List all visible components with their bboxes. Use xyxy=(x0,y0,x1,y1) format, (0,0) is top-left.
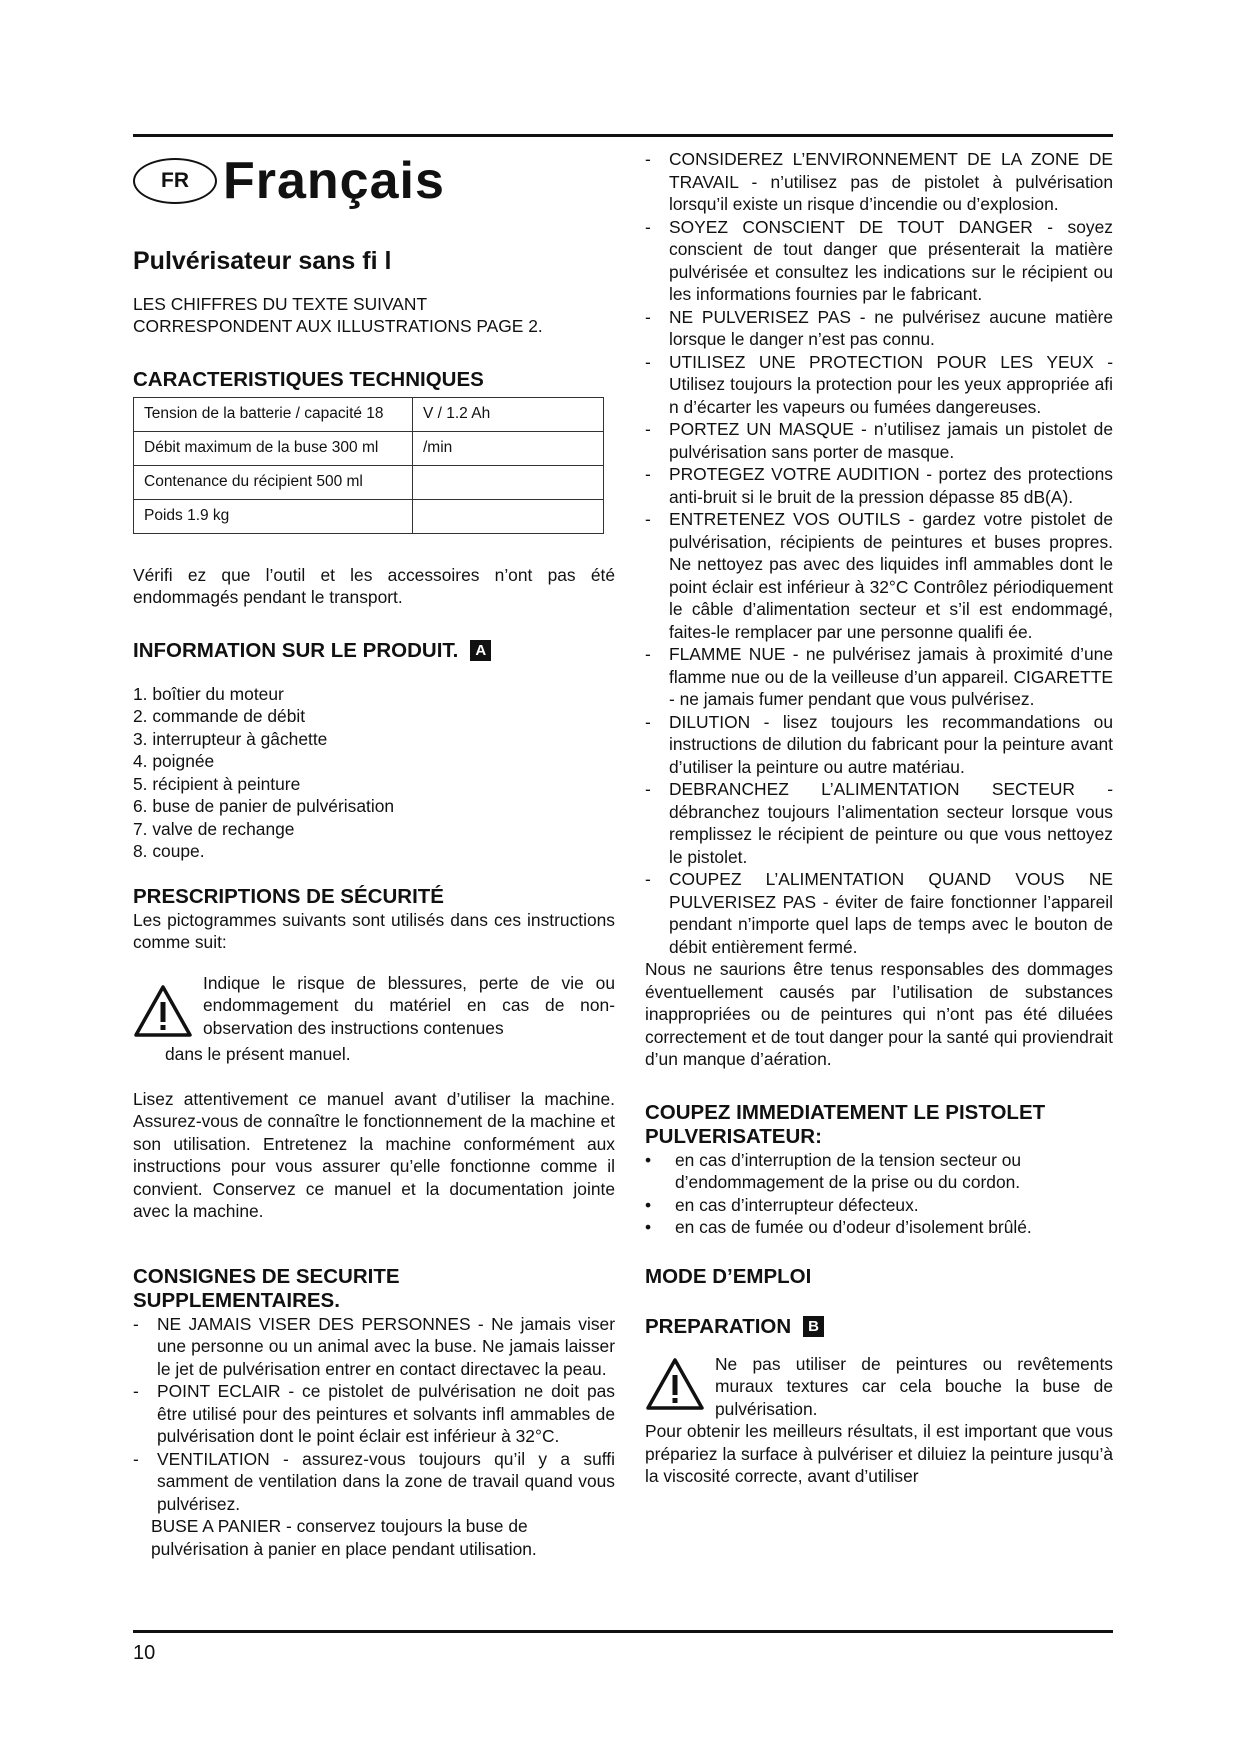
extra-safety-heading-2: SUPPLEMENTAIRES. xyxy=(133,1288,340,1312)
mode-heading: MODE D’EMPLOI xyxy=(645,1264,812,1288)
list-item xyxy=(645,306,1113,351)
specs-table xyxy=(133,397,604,534)
bullet-marker: • xyxy=(645,1194,652,1215)
list-item-text: NE PULVERISEZ PAS - ne pulvérisez aucune matière lorsque le danger n’est pas connu. xyxy=(669,306,1113,349)
list-item xyxy=(645,148,1113,216)
dash-marker: - xyxy=(645,149,651,169)
liability-paragraph: Nous ne saurions être tenus responsables des dommages éventuellement causés par l’utilisation de substances inappropriées ou de peintures qui n’ont pas été diluées correctement et de tout danger pour la santé qui proviendrait d’un manque d’aération. xyxy=(645,959,1113,1069)
dash-marker: - xyxy=(645,216,651,237)
list-item-text: en cas de fumée ou d’odeur d’isolement brûlé. xyxy=(675,1217,1032,1237)
product-info-heading-text: INFORMATION SUR LE PRODUIT. xyxy=(133,638,459,662)
table-row xyxy=(134,431,604,465)
list-item xyxy=(645,643,1113,711)
table-row xyxy=(134,465,604,499)
list-item xyxy=(645,1216,1113,1239)
intro-line-1: LES CHIFFRES DU TEXTE SUIVANT xyxy=(133,293,428,314)
list-item: 5. récipient à peinture xyxy=(133,773,301,794)
list-item xyxy=(645,1194,1113,1217)
right-column xyxy=(645,148,1113,1488)
list-item xyxy=(133,1448,615,1516)
list-item-text: DEBRANCHEZ L’ALIMENTATION SECTEUR -débranchez toujours l’alimentation secteur lorsque vous remplissez le récipient de peinture ou que vous nettoyez le pistolet. xyxy=(669,779,1113,867)
list-item xyxy=(645,711,1113,779)
dash-marker: - xyxy=(645,306,651,327)
list-item-text: PORTEZ UN MASQUE - n’utilisez jamais un pistolet de pulvérisation sans porter de masque. xyxy=(669,419,1113,462)
preparation-warning-block xyxy=(645,1353,1113,1421)
warning-triangle-icon xyxy=(133,972,203,1044)
list-item-text: POINT ECLAIR - ce pistolet de pulvérisation ne doit pas être utilisé pour des peintures et solvants infl ammables de pulvérisation dont le point éclair est inférieur à 32°C. xyxy=(157,1381,615,1446)
specs-heading: CARACTERISTIQUES TECHNIQUES xyxy=(133,367,484,391)
list-item xyxy=(133,1380,615,1448)
list-item-text: NE JAMAIS VISER DES PERSONNES - Ne jamais viser une personne ou un animal avec la buse. Ne jamais laisser le jet de pulvérisation entrer en contact directavec la peau. xyxy=(157,1313,615,1379)
list-item xyxy=(133,1313,615,1381)
spec-cell: Contenance du récipient 500 ml xyxy=(134,465,413,499)
table-row xyxy=(134,397,604,431)
preparation-heading-text: PREPARATION xyxy=(645,1314,792,1338)
dash-marker: - xyxy=(645,644,651,664)
spec-cell: Poids 1.9 kg xyxy=(134,499,413,533)
list-item-text: UTILISEZ UNE PROTECTION POUR LES YEUX -Utilisez toujours la protection pour les yeux appropriée afi n d’écarter les vapeurs ou fumées dangereuses. xyxy=(669,351,1113,417)
top-rule xyxy=(133,134,1113,137)
language-badge: FR xyxy=(133,158,217,204)
dash-marker: - xyxy=(645,779,651,799)
list-item-text: COUPEZ L’ALIMENTATION QUAND VOUS NE PULVERISEZ PAS - éviter de faire fonctionner l’appareil pendant n’importe quel laps de temps avec le bouton de débit entièrement fermé. xyxy=(669,869,1113,957)
spec-cell: Tension de la batterie / capacité 18 xyxy=(134,397,413,431)
safety-heading: PRESCRIPTIONS DE SÉCURITÉ xyxy=(133,884,444,908)
bullet-marker: • xyxy=(645,1149,652,1170)
product-info-heading xyxy=(133,639,615,663)
dash-marker: - xyxy=(133,1313,139,1334)
product-title: Pulvérisateur sans fi l xyxy=(133,247,392,275)
spec-cell xyxy=(413,465,604,499)
warning-text: Indique le risque de blessures, perte de vie ou endommagement du matériel en cas de non-observation des instructions contenues xyxy=(203,972,615,1038)
table-row xyxy=(134,499,604,533)
list-item-text: VENTILATION - assurez-vous toujours qu’il y a suffi samment de ventilation dans la zone de travail quand vous pulvérisez. xyxy=(157,1448,615,1514)
preparation-heading xyxy=(645,1315,1113,1339)
bullet-marker: • xyxy=(645,1217,652,1237)
dash-marker: - xyxy=(133,1381,139,1401)
list-item: 1. boîtier du moteur xyxy=(133,683,284,704)
list-item-text: en cas d’interrupteur défecteux. xyxy=(675,1194,919,1215)
warning-block xyxy=(133,972,615,1044)
stop-heading-1: COUPEZ IMMEDIATEMENT LE PISTOLET xyxy=(645,1100,1046,1124)
bottom-rule xyxy=(133,1630,1113,1633)
left-column xyxy=(133,148,615,1560)
preparation-warning-text: Ne pas utiliser de peintures ou revêtements muraux textures car cela bouche la buse de pulvérisation. xyxy=(715,1353,1113,1419)
preparation-paragraph: Pour obtenir les meilleurs résultats, il est important que vous prépariez la surface à pulvériser et diluiez la peinture jusqu’à la viscosité correcte, avant d’utiliser xyxy=(645,1421,1113,1486)
read-manual-paragraph: Lisez attentivement ce manuel avant d’utiliser la machine. Assurez-vous de connaître le fonctionnement de la machine et son utilisation. Entretenez la machine conformément aux instructions pour vous assurer qu’elle fonctionne comme il convient. Conservez ce manuel et la documentation jointe avec la machine. xyxy=(133,1088,615,1221)
list-item-text: FLAMME NUE - ne pulvérisez jamais à proximité d’une flamme nue ou de la veilleuse d’un appareil. CIGARETTE - ne jamais fumer pendant que vous pulvérisez. xyxy=(669,644,1113,709)
spec-cell: Débit maximum de la buse 300 ml xyxy=(134,431,413,465)
dash-marker: - xyxy=(645,419,651,439)
language-header xyxy=(133,152,615,210)
list-item: 4. poignée xyxy=(133,751,215,771)
intro-line-2: CORRESPONDENT AUX ILLUSTRATIONS PAGE 2. xyxy=(133,316,543,336)
parts-list xyxy=(133,683,615,863)
language-title: Français xyxy=(223,151,445,210)
dash-marker: - xyxy=(645,464,651,484)
list-item: 8. coupe. xyxy=(133,841,205,861)
list-item: 6. buse de panier de pulvérisation xyxy=(133,796,395,816)
list-item: 2. commande de débit xyxy=(133,706,306,726)
page-number: 10 xyxy=(133,1642,156,1664)
check-paragraph: Vérifi ez que l’outil et les accessoires n’ont pas été endommagés pendant le transport. xyxy=(133,564,615,607)
list-item xyxy=(645,508,1113,643)
list-item xyxy=(645,778,1113,868)
safety-intro: Les pictogrammes suivants sont utilisés dans ces instructions comme suit: xyxy=(133,909,615,952)
warning-triangle-icon xyxy=(645,1353,715,1421)
spec-cell: /min xyxy=(413,431,604,465)
figure-label-a: A xyxy=(470,640,491,661)
basket-paragraph: BUSE A PANIER - conservez toujours la buse de pulvérisation à panier en place pendant utilisation. xyxy=(151,1516,537,1559)
list-item-text: SOYEZ CONSCIENT DE TOUT DANGER - soyez conscient de tout danger que présenterait la matière pulvérisée et consultez les indications sur le récipient ou les informations fournies par le fabricant. xyxy=(669,216,1113,304)
extra-safety-heading-1: CONSIGNES DE SECURITE xyxy=(133,1264,400,1288)
warning-tail: dans le présent manuel. xyxy=(165,1044,351,1064)
spec-cell: V / 1.2 Ah xyxy=(413,397,604,431)
figure-label-b: B xyxy=(803,1316,824,1337)
list-item-text: ENTRETENEZ VOS OUTILS - gardez votre pistolet de pulvérisation, récipients de peintures et buses propres. Ne nettoyez pas avec des liquides infl ammables dont le point éclair est inférieur à 32°C Contrôlez périodiquement le câble d’alimentation secteur et s’il est endommagé, faites-le remplacer par une personne qualifi ée. xyxy=(669,509,1113,642)
list-item xyxy=(645,351,1113,419)
list-item-text: en cas d’interruption de la tension secteur ou d’endommagement de la prise ou du cordon. xyxy=(675,1149,1022,1192)
list-item xyxy=(645,216,1113,306)
spec-cell xyxy=(413,499,604,533)
stop-heading-2: PULVERISATEUR: xyxy=(645,1124,822,1148)
dash-marker: - xyxy=(645,509,651,529)
list-item: 3. interrupteur à gâchette xyxy=(133,728,328,749)
dash-marker: - xyxy=(133,1448,139,1469)
dash-marker: - xyxy=(645,869,651,889)
list-item xyxy=(645,463,1113,508)
list-item: 7. valve de rechange xyxy=(133,818,295,839)
list-item xyxy=(645,418,1113,463)
list-item xyxy=(645,868,1113,958)
dash-marker: - xyxy=(645,711,651,732)
dash-marker: - xyxy=(645,351,651,372)
list-item-text: PROTEGEZ VOTRE AUDITION - portez des protections anti-bruit si le bruit de la pression dépasse 85 dB(A). xyxy=(669,464,1113,507)
list-item-text: CONSIDEREZ L’ENVIRONNEMENT DE LA ZONE DE TRAVAIL - n’utilisez pas de pistolet à pulvérisation lorsqu’il existe un risque d’incendie ou d’explosion. xyxy=(669,149,1113,214)
list-item xyxy=(645,1149,1113,1194)
list-item-text: DILUTION - lisez toujours les recommandations ou instructions de dilution du fabricant pour la peinture avant d’utiliser la peinture ou autre matériau. xyxy=(669,711,1113,777)
